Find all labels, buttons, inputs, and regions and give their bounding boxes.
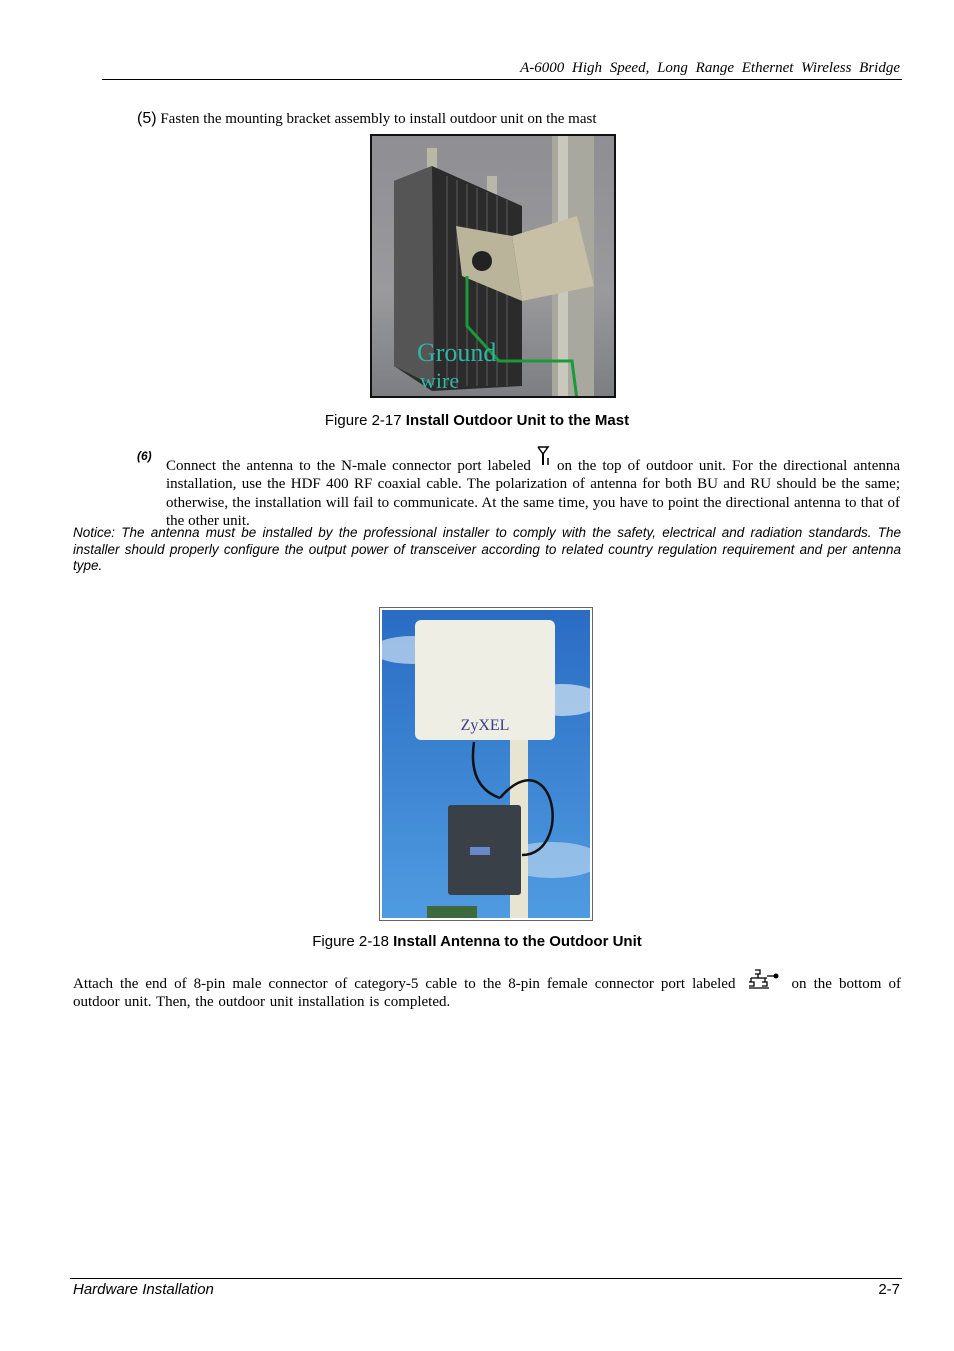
figure-2-18-caption bbox=[0, 933, 954, 950]
step-5 bbox=[137, 110, 907, 128]
svg-text:Ground: Ground bbox=[417, 338, 497, 367]
step-text: Fasten the mounting bracket assembly to install outdoor unit on the mast bbox=[160, 111, 597, 127]
figure-title: Install Antenna to the Outdoor Unit bbox=[393, 933, 642, 950]
step-number: (5) bbox=[137, 110, 157, 127]
figure-2-17-caption bbox=[0, 412, 954, 429]
step-6-text bbox=[166, 446, 900, 530]
antenna-and-outdoor-unit-photo bbox=[382, 610, 590, 918]
footer-section: Hardware Installation bbox=[73, 1281, 214, 1298]
figure-2-18-image bbox=[379, 607, 593, 921]
outdoor-unit-on-mast-photo bbox=[372, 136, 616, 398]
step-6-text-part2: on the top of outdoor unit. For the directional antenna installation, use the HDF 400 RF coaxial cable. The polarization of antenna for both BU and RU should be the same; otherwise, the installation will fail to communicate. At the same time, you have to point the directional antenna to that of the other unit. bbox=[166, 458, 901, 529]
figure-label: Figure 2-17 bbox=[324, 412, 402, 429]
figure-title: Install Outdoor Unit to the Mast bbox=[405, 412, 630, 429]
footer-rule bbox=[70, 1278, 902, 1279]
final-paragraph bbox=[73, 968, 901, 1012]
header-rule bbox=[102, 79, 902, 80]
svg-text:ZyXEL: ZyXEL bbox=[460, 717, 510, 734]
notice-text: Notice: The antenna must be installed by the professional installer to comply with the safety, electrical and radiation standards. The installer should properly configure the output power of transceiver according to related country regulation requirement and per antenna type. bbox=[73, 525, 901, 574]
figure-label: Figure 2-18 bbox=[312, 933, 389, 950]
ethernet-port-icon bbox=[747, 968, 781, 988]
step-6-text-part1: Connect the antenna to the N-male connector port labeled bbox=[166, 458, 531, 474]
figure-2-17-image bbox=[370, 134, 616, 398]
antenna-port-icon bbox=[537, 446, 551, 464]
page-number: 2-7 bbox=[878, 1281, 900, 1298]
svg-text:wire: wire bbox=[420, 368, 460, 393]
final-text-part1: Attach the end of 8-pin male connector of category-5 cable to the 8-pin female connector port labeled bbox=[73, 976, 736, 992]
running-header: A-6000 High Speed, Long Range Ethernet Wireless Bridge bbox=[520, 60, 900, 76]
final-text-part2: on the bottom of outdoor unit. Then, the outdoor unit installation is completed. bbox=[73, 976, 902, 1011]
step-6-number: (6) bbox=[137, 449, 152, 463]
